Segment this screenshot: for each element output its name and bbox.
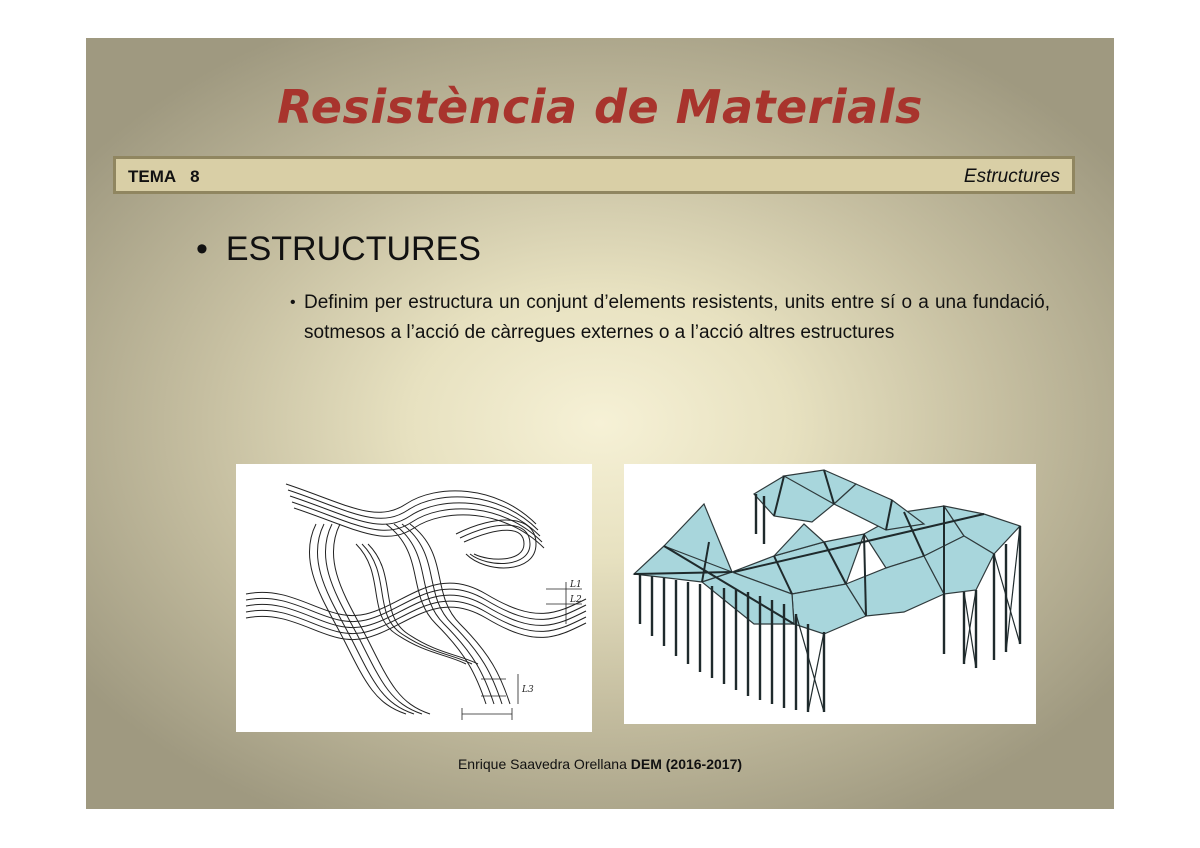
slide-footer	[86, 756, 1114, 772]
ribbon-band	[286, 484, 544, 548]
tema-topic: Estructures	[963, 166, 1060, 187]
ribbon-structure-drawing-image	[236, 464, 592, 732]
slide-title: Resistència de Materials	[277, 80, 923, 134]
ribbon-band	[356, 544, 478, 664]
dimension-label-l1: L1	[570, 580, 582, 590]
definition-paragraph	[290, 288, 1050, 348]
tema-number: 8	[190, 167, 200, 186]
paragraph-bullet: •	[290, 294, 296, 311]
dimension-label-l2: L2	[570, 595, 582, 605]
heading-bullet: •	[196, 230, 208, 268]
dimension-label-l3: L3	[522, 685, 534, 695]
tema-bar	[113, 156, 1075, 194]
tensile-roof-structure-image	[624, 464, 1036, 724]
ribbon-band	[386, 524, 510, 704]
section-heading	[196, 230, 481, 269]
footer-dept: DEM (2016-2017)	[630, 756, 743, 772]
tema-label-group	[128, 167, 200, 187]
tema-label: TEMA	[128, 167, 177, 186]
tensile-roof-structure-icon	[624, 464, 1036, 724]
paragraph-text: Definim per estructura un conjunt d’elements resistents, units entre sí o a una fundació, sotmesos a l’acció de càrregues externes o a l’acció altres estructures	[304, 292, 1050, 343]
ribbon-band	[246, 583, 586, 640]
ribbon-structure-drawing-icon	[236, 464, 592, 732]
heading-text: ESTRUCTURES	[225, 230, 481, 268]
footer-author: Enrique Saavedra Orellana	[457, 756, 627, 772]
roof-membrane	[634, 470, 1020, 634]
slide	[86, 38, 1114, 809]
